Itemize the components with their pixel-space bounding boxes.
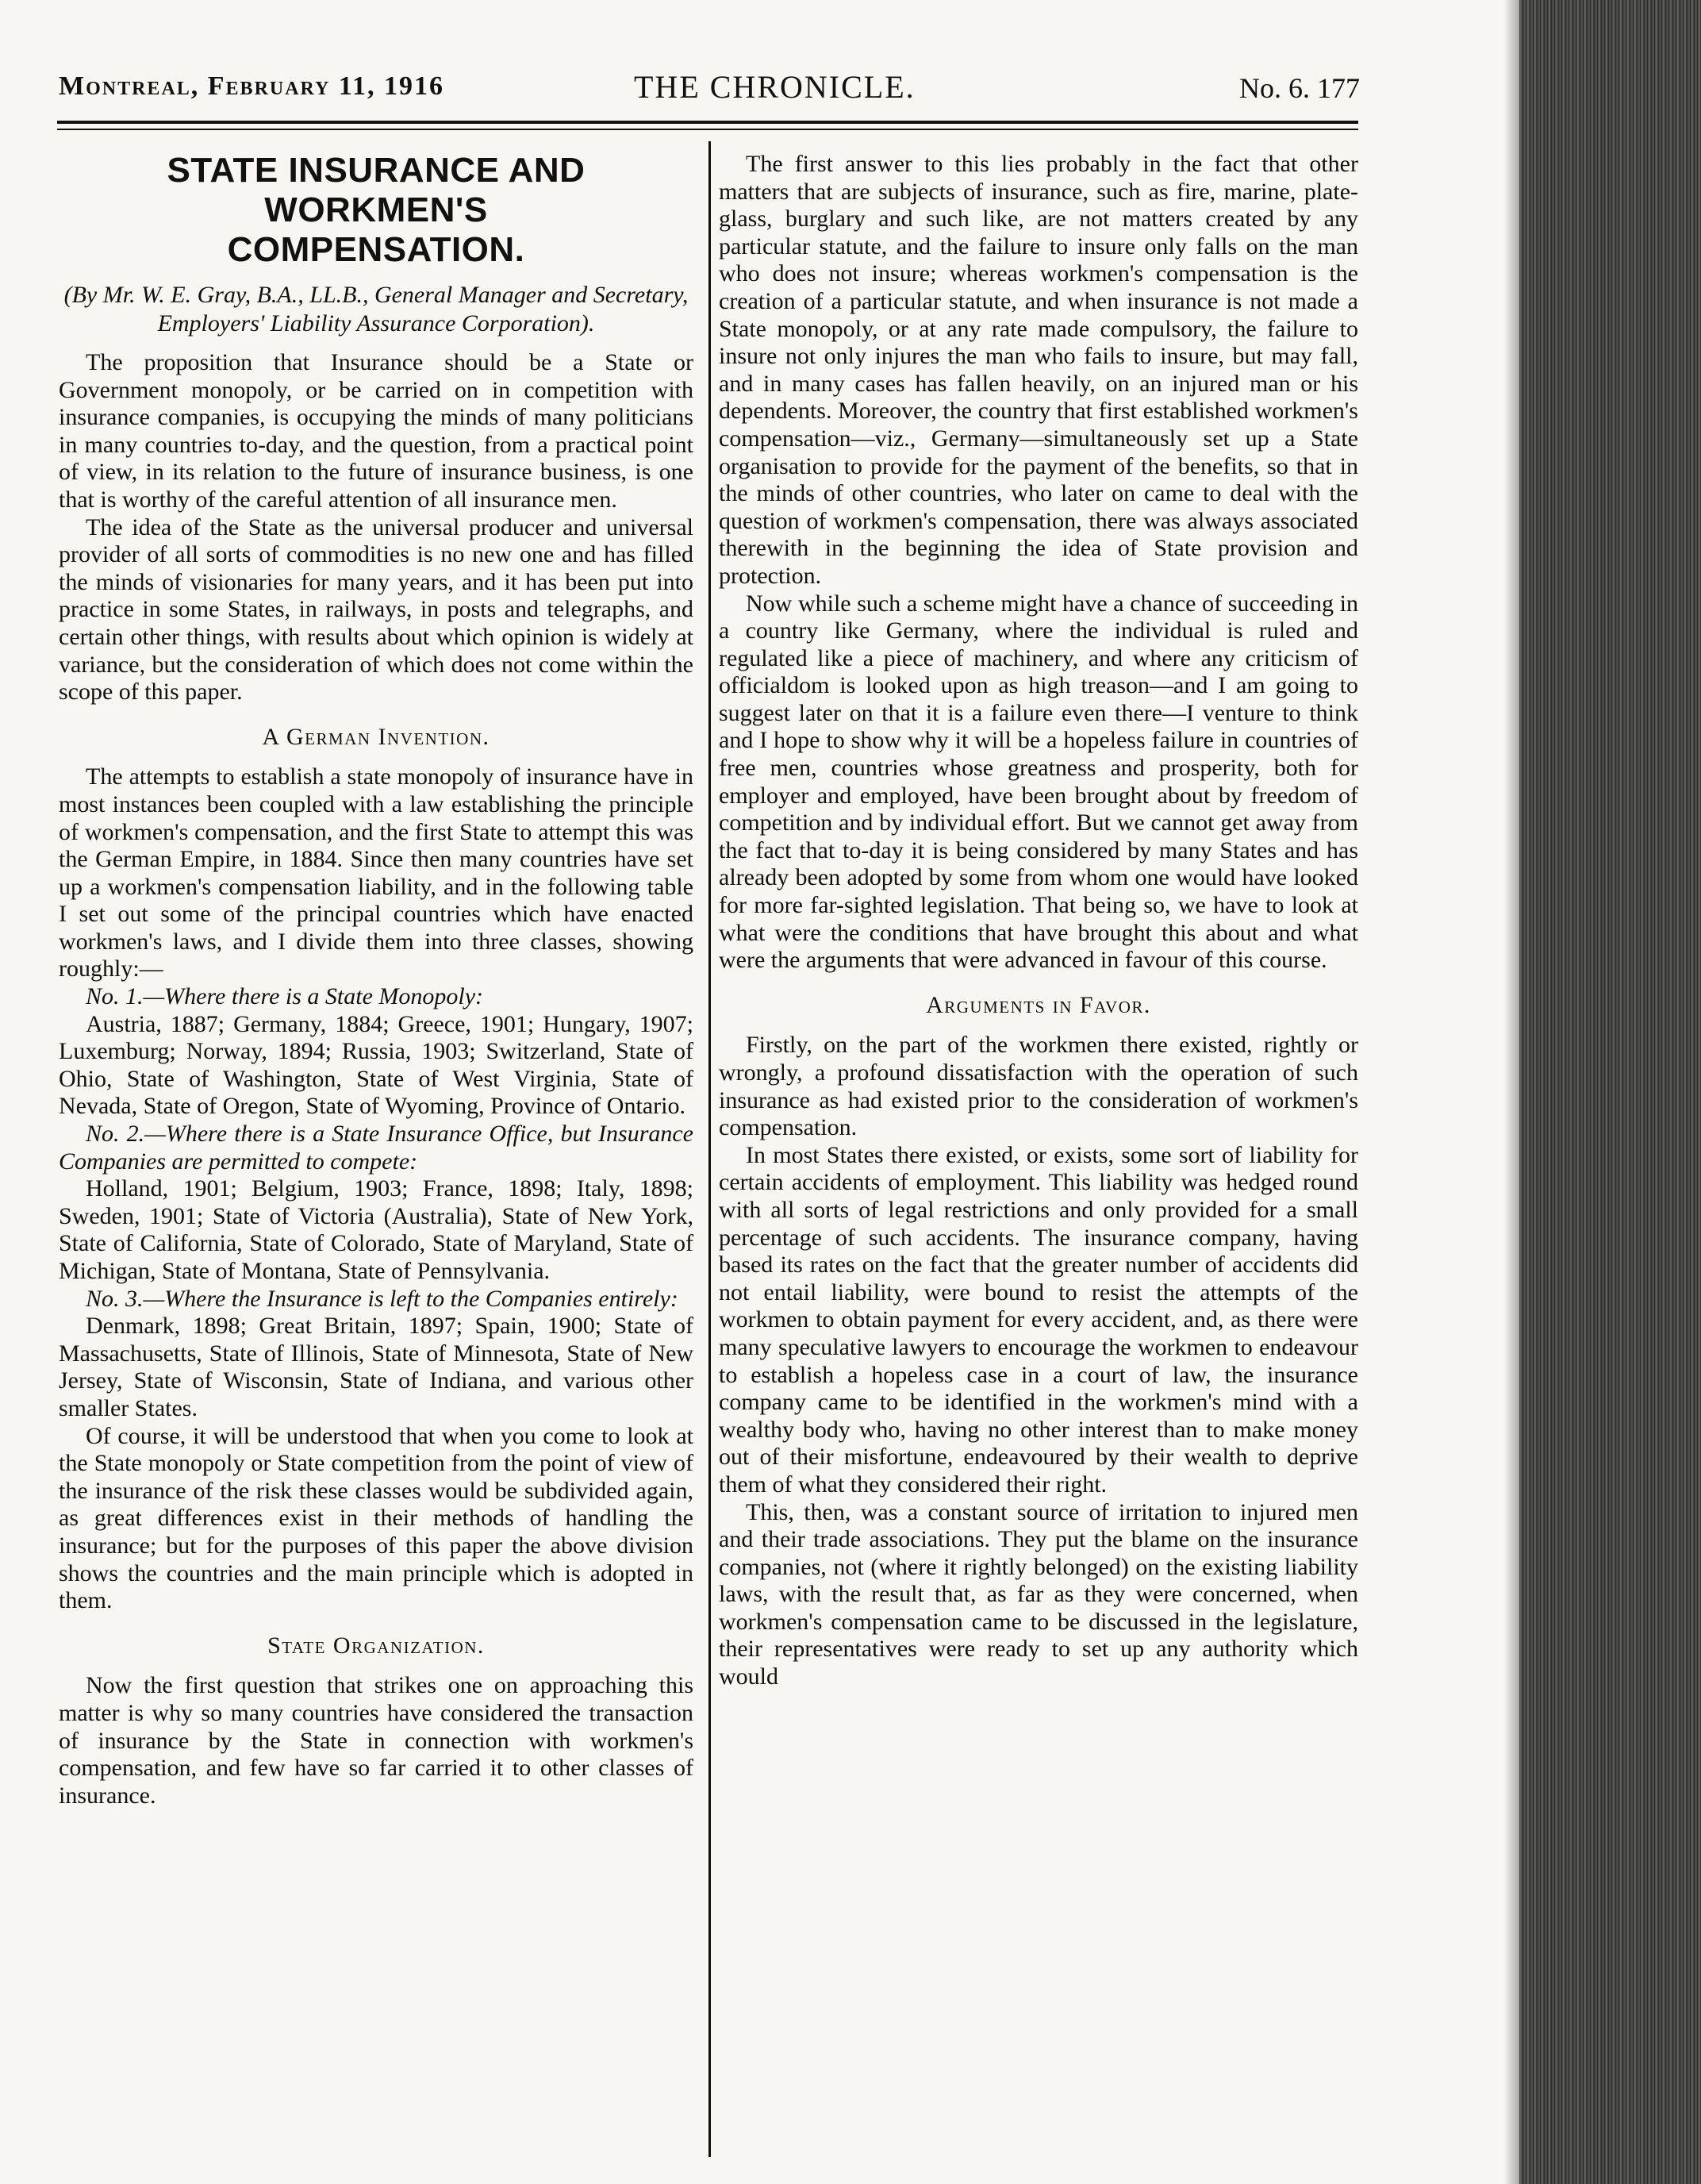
header-issue-page: No. 6. 177	[1239, 72, 1360, 104]
section-heading: A German Invention.	[262, 723, 490, 750]
paragraph: The idea of the State as the universal producer and universal provider of all sorts of commodities is no new one and has filled the minds of visionaries for many years, and it has been put into practice in some States, in railways, in posts and telegraphs, and certain other things, with results about which opinion is widely at variance, but the consideration of which does not come within the scope of this paper.	[59, 513, 693, 706]
column-right	[719, 151, 1358, 1691]
section-heading: State Organization.	[267, 1632, 485, 1659]
column-divider	[708, 141, 711, 2157]
country-list: Denmark, 1898; Great Britain, 1897; Spain, 1900; State of Massachusetts, State of Illinois, State of Minnesota, State of New Jersey, State of Wisconsin, State of Indiana, and various other smaller States.	[59, 1313, 693, 1421]
class-heading: No. 3.—Where the Insurance is left to the Companies entirely:	[86, 1285, 678, 1312]
article-title-line2: COMPENSATION.	[227, 230, 525, 269]
class-heading: No. 2.—Where there is a State Insurance Office, but Insurance Companies are permitted to compete:	[59, 1121, 693, 1175]
paragraph: The first answer to this lies probably in the fact that other matters that are subjects of insurance, such as fire, marine, plate-glass, burglary and such like, are not matters created by any particular statute, and the failure to insure only falls on the man who does not insure; whereas workmen's compensation is the creation of a particular statute, and when insurance is not made a State monopoly, or at any rate made compulsory, the failure to insure not only injures the man who fails to insure, but may fall, and in many cases has fallen heavily, on an injured man or his dependents. Moreover, the country that first established workmen's compensation—viz., Germany—simultaneously set up a State organisation to provide for the payment of the benefits, so that in the minds of other countries, who later on came to deal with the question of workmen's compensation, there was always associated therewith in the beginning the idea of State provision and protection.	[719, 151, 1358, 589]
running-header	[59, 71, 1360, 111]
article-byline: (By Mr. W. E. Gray, B.A., LL.B., General Manager and Secretary, Employers' Liability Assurance Corporation).	[63, 282, 689, 336]
section-heading: Arguments in Favor.	[926, 991, 1151, 1018]
class-heading: No. 1.—Where there is a State Monopoly:	[86, 983, 484, 1010]
paragraph: Now while such a scheme might have a chance of succeeding in a country like Germany, where the individual is ruled and regulated like a piece of machinery, and where any criticism of officialdom is looked upon as high treason—and I am going to suggest later on that it is a failure even there—I venture to think and I hope to show why it will be a hopeless failure in countries of free men, countries whose greatness and prosperity, both for employer and employed, have been brought about by freedom of competition and by individual effort. But we cannot get away from the fact that to-day it is being considered by many States and has already been adopted by some from whom one would have looked for more far-sighted legislation. That being so, we have to look at what were the conditions that have brought this about and what were the arguments that were advanced in favour of this course.	[719, 590, 1358, 974]
header-dateline: Montreal, February 11, 1916	[59, 71, 445, 101]
paragraph: This, then, was a constant source of irritation to injured men and their trade associations. They put the blame on the insurance companies, not (where it rightly belonged) on the existing liability laws, with the result that, as far as they were concerned, when workmen's compensation came to be discussed in the legislature, their representatives were ready to set up any authority which would	[719, 1498, 1358, 1690]
paragraph: Firstly, on the part of the workmen there existed, rightly or wrongly, a profound dissatisfaction with the operation of such insurance as had existed prior to the consideration of workmen's compensation.	[719, 1032, 1358, 1141]
paragraph: The attempts to establish a state monopoly of insurance have in most instances been coupled with a law establishing the principle of workmen's compensation, and the first State to attempt this was the German Empire, in 1884. Since then many countries have set up a workmen's compensation liability, and in the following table I set out some of the principal countries which have enacted workmen's laws, and I divide them into three classes, showing roughly:—	[59, 763, 693, 982]
country-list: Holland, 1901; Belgium, 1903; France, 1898; Italy, 1898; Sweden, 1901; State of Victoria (Australia), State of New York, State of California, State of Colorado, State of Maryland, State of Michigan, State of Montana, State of Pennsylvania.	[59, 1175, 693, 1284]
header-rule-thick	[57, 121, 1358, 124]
header-publication: THE CHRONICLE.	[634, 69, 916, 105]
paragraph: Now the first question that strikes one on approaching this matter is why so many countries have considered the transaction of insurance by the State in connection with workmen's compensation, and few have so far carried it to other classes of insurance.	[59, 1672, 693, 1809]
paragraph: Of course, it will be understood that when you come to look at the State monopoly or State competition from the point of view of the insurance of the risk these classes would be subdivided again, as great differences exist in their methods of handling the insurance; but for the purposes of this paper the above division shows the countries and the main principle which is adopted in them.	[59, 1422, 693, 1614]
paragraph: In most States there existed, or exists, some sort of liability for certain accidents of employment. This liability was hedged round with all sorts of legal restrictions and only provided for a small percentage of such accidents. The insurance company, having based its rates on the fact that the greater number of accidents did not entail liability, were bound to resist the attempts of the workmen to obtain payment for every accident, and, as there were many speculative lawyers to encourage the workmen to endeavour to establish a hopeless case in a court of law, the insurance company came to be identified in the workmen's mind with a wealthy body who, having no other interest than to make money out of their misfortune, endeavoured by their wealth to deprive them of what they considered their right.	[719, 1141, 1358, 1498]
article-title	[59, 151, 693, 270]
paragraph: The proposition that Insurance should be a State or Government monopoly, or be carried on in competition with insurance companies, is occupying the minds of many politicians in many countries to-day, and the question, from a practical point of view, in its relation to the future of insurance business, is one that is worthy of the careful attention of all insurance men.	[59, 349, 693, 513]
country-list: Austria, 1887; Germany, 1884; Greece, 1901; Hungary, 1907; Luxemburg; Norway, 1894; Russia, 1903; Switzerland, State of Ohio, State of Washington, State of West Virginia, State of Nevada, State of Oregon, State of Wyoming, Province of Ontario.	[59, 1010, 693, 1120]
header-rule-thin	[57, 129, 1358, 130]
book-edge	[1519, 0, 1701, 2184]
column-left	[59, 151, 693, 1809]
article-title-line1: STATE INSURANCE AND WORKMEN'S	[167, 151, 586, 229]
